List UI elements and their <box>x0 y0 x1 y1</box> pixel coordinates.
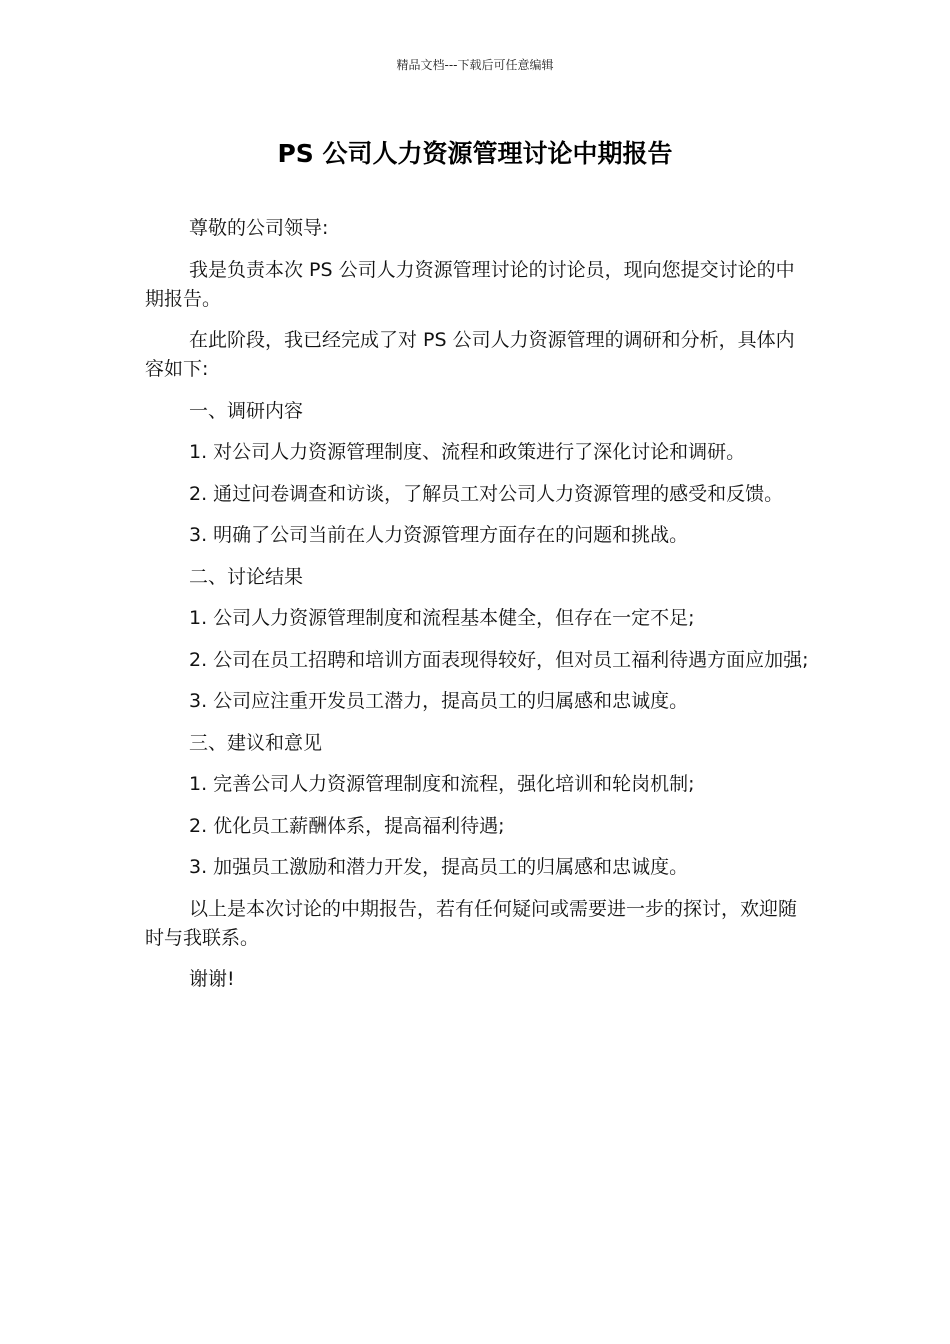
summary-paragraph: 在此阶段，我已经完成了对 PS 公司人力资源管理的调研和分析，具体内容如下: <box>145 329 795 380</box>
section-heading-results: 二、讨论结果 <box>189 565 304 588</box>
section-heading-research: 一、调研内容 <box>189 399 304 422</box>
results-item-1: 1. 公司人力资源管理制度和流程基本健全，但存在一定不足; <box>189 607 695 629</box>
suggestion-item-3: 3. 加强员工激励和潜力开发，提高员工的归属感和忠诚度。 <box>189 856 689 878</box>
thanks-line: 谢谢! <box>189 968 235 990</box>
suggestion-item-2: 2. 优化员工薪酬体系，提高福利待遇; <box>189 814 505 837</box>
page-header-note: 精品文档---下载后可任意编辑 <box>396 58 554 72</box>
document-body <box>145 214 809 1007</box>
research-item-2: 2. 通过问卷调查和访谈，了解员工对公司人力资源管理的感受和反馈。 <box>189 482 784 505</box>
suggestion-item-1: 1. 完善公司人力资源管理制度和流程，强化培训和轮岗机制; <box>189 773 695 795</box>
document-title: PS 公司人力资源管理讨论中期报告 <box>277 139 673 168</box>
closing-paragraph: 以上是本次讨论的中期报告，若有任何疑问或需要进一步的探讨，欢迎随时与我联系。 <box>145 897 798 949</box>
research-item-3: 3. 明确了公司当前在人力资源管理方面存在的问题和挑战。 <box>189 524 689 546</box>
salutation: 尊敬的公司领导: <box>189 217 329 239</box>
results-item-2: 2. 公司在员工招聘和培训方面表现得较好，但对员工福利待遇方面应加强; <box>189 648 809 671</box>
intro-paragraph: 我是负责本次 PS 公司人力资源管理讨论的讨论员，现向您提交讨论的中期报告。 <box>145 258 795 310</box>
results-item-3: 3. 公司应注重开发员工潜力，提高员工的归属感和忠诚度。 <box>189 690 689 712</box>
section-heading-suggestions: 三、建议和意见 <box>189 731 323 754</box>
research-item-1: 1. 对公司人力资源管理制度、流程和政策进行了深化讨论和调研。 <box>189 441 746 463</box>
